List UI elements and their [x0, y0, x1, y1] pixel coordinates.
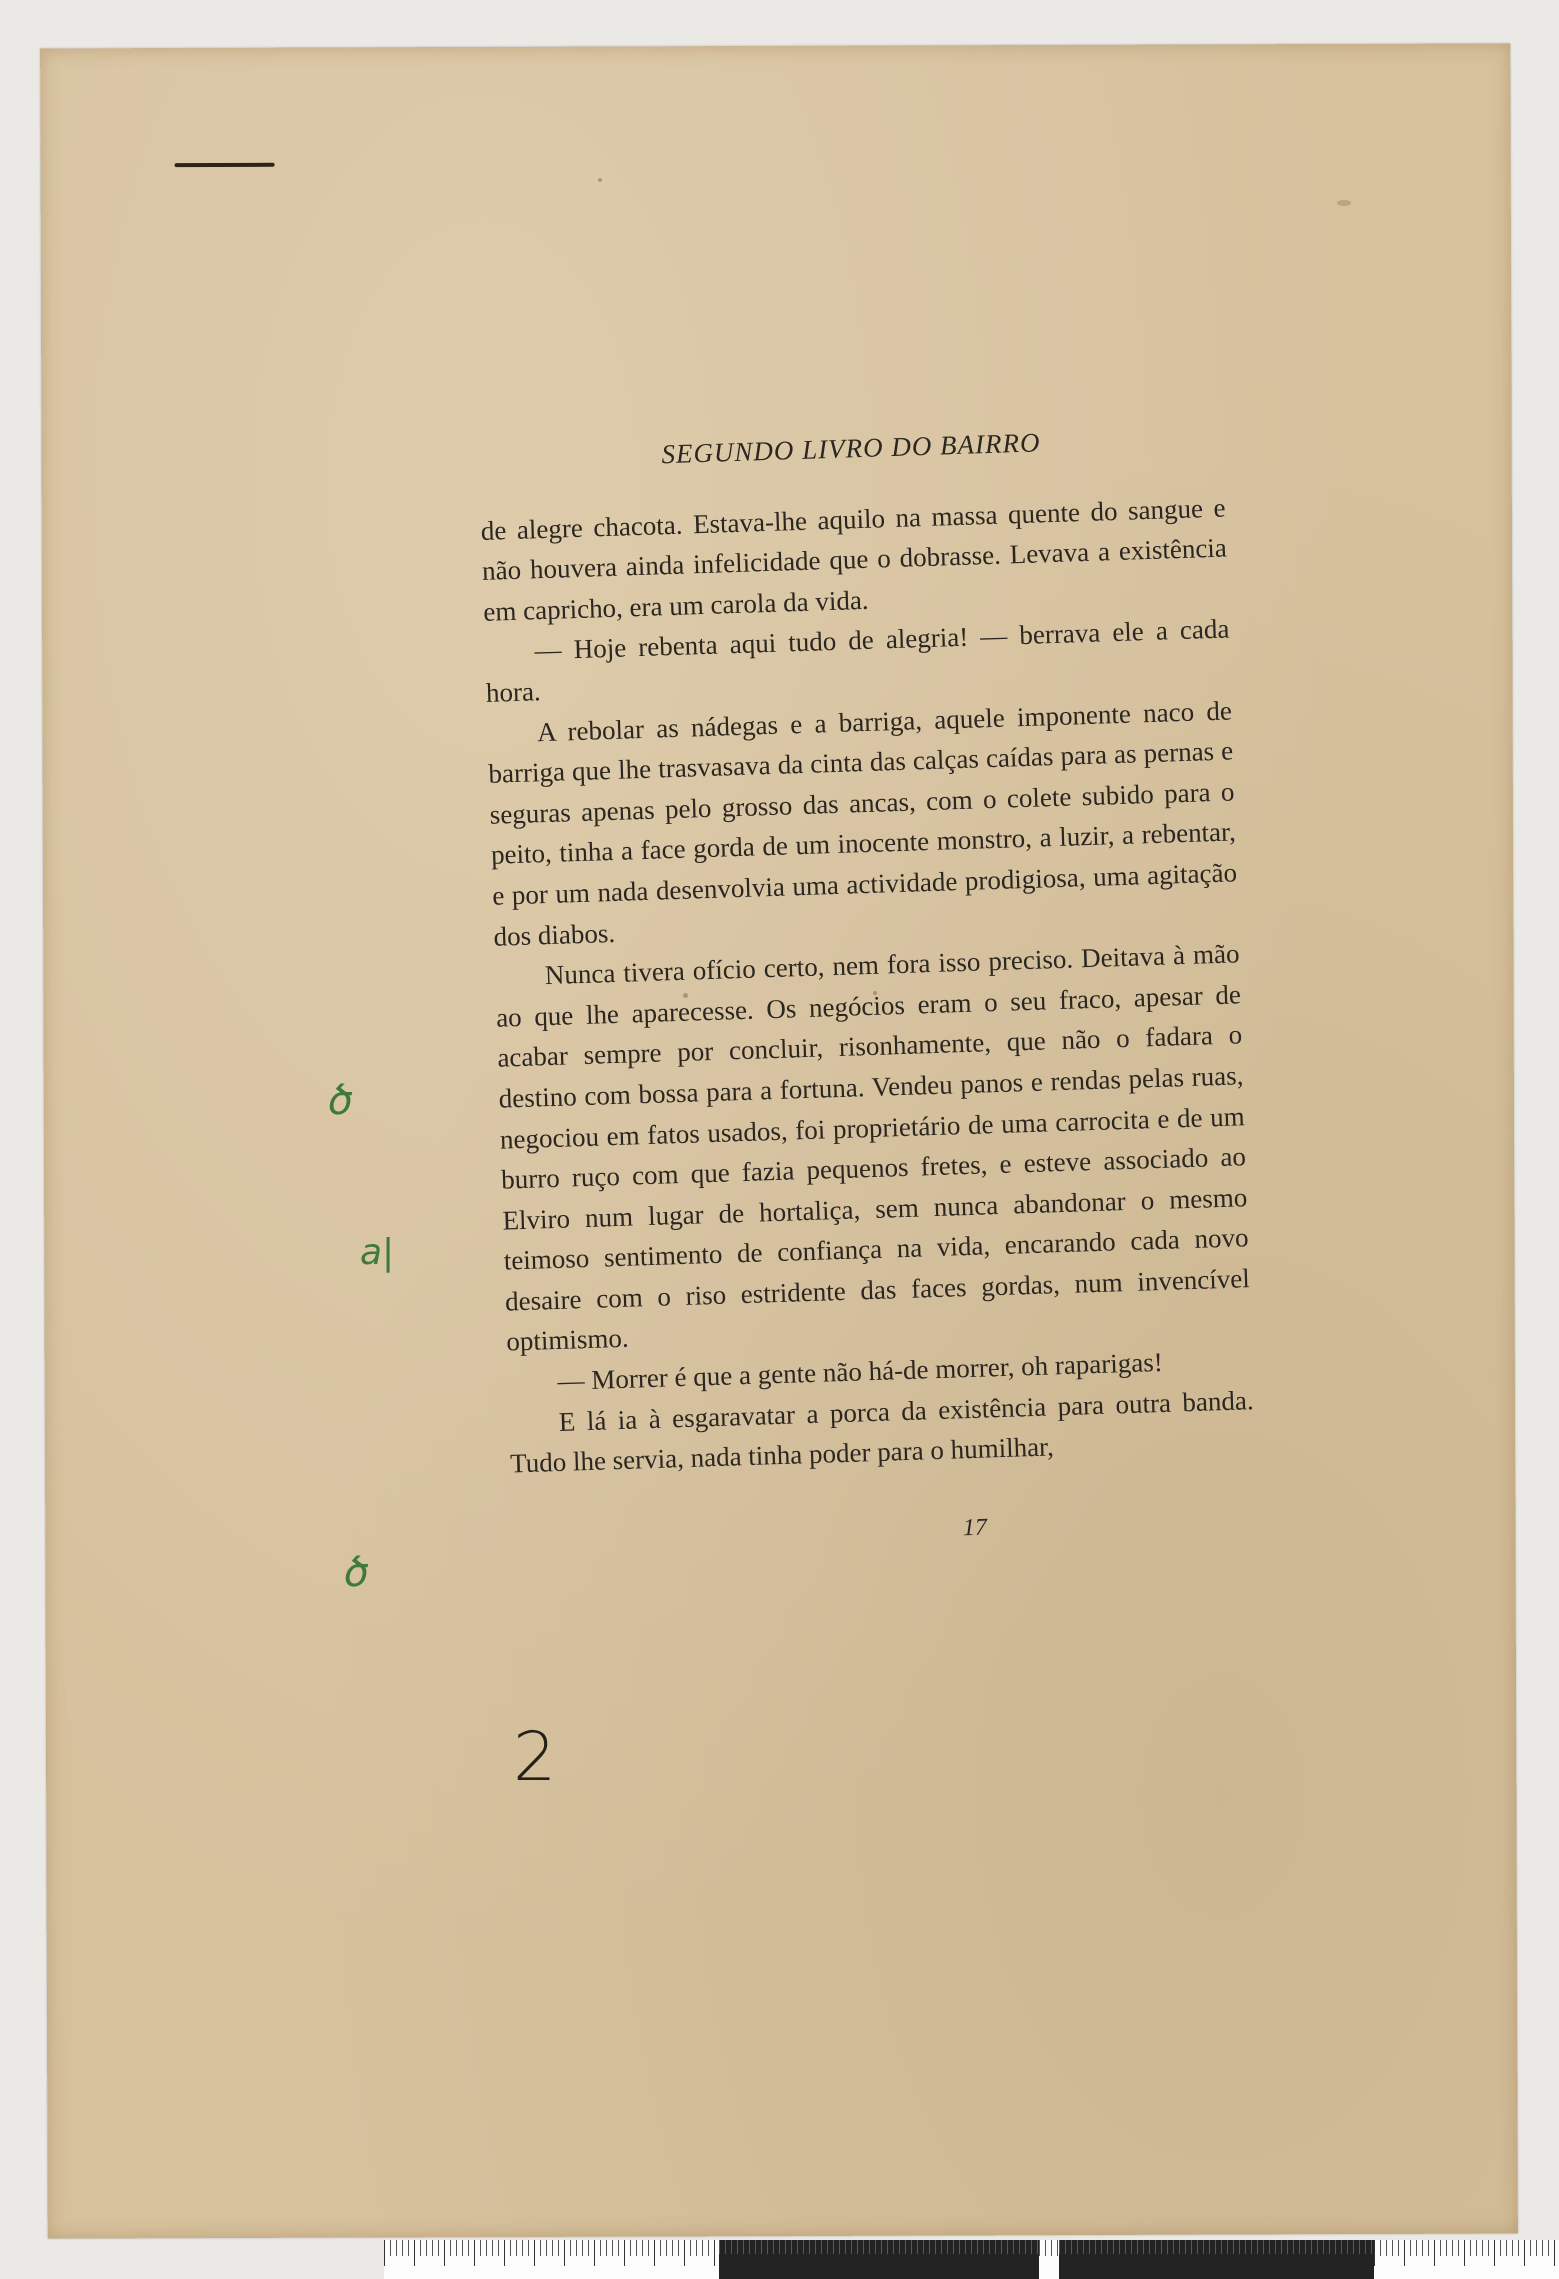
paragraph: — Morrer é que a gente não há-de morrer, oh raparigas!	[557, 1347, 1164, 1397]
paper-speck	[1337, 200, 1351, 206]
page-folio: 17	[962, 1514, 988, 1542]
margin-correction-mark: ծ	[344, 1550, 369, 1596]
ruler-white-segment	[1039, 2240, 1059, 2279]
paragraph: A rebolar as nádegas e a barriga, aquele imponente naco de barriga que lhe trasvasava da cinta das calças caídas para as pernas e seguras apenas pelo grosso das ancas, com o colete subido para o peito, tinha a face gorda de um inocente monstro, a luzir, a rebentar, e por um nada desenvolvia uma actividade prodigiosa, uma agitação dos diabos.	[488, 695, 1238, 952]
paper-speck	[598, 178, 602, 182]
paragraph: de alegre chacota. Estava-lhe aquilo na massa quente do sangue e não houvera ainda infelicidade que o dobrasse. Levava a existência em capricho, era um carola da vida.	[480, 492, 1228, 627]
margin-correction-mark: a|	[360, 1232, 395, 1273]
paragraph: — Hoje rebenta aqui tudo de alegria! — berrava ele a cada hora.	[485, 613, 1230, 708]
paragraph: Nunca tivera ofício certo, nem fora isso preciso. Deitava à mão ao que lhe aparecesse. Os negócios eram o seu fraco, apesar de acabar sempre por concluir, risonhamente, que não o fadara o destino com bossa para a fortuna. Vendeu panos e rendas pelas ruas, negociou em fatos usados, foi proprietário de uma carrocita e de um burro ruço com que fazia pequenos fretes, e esteve associado ao Elviro num lugar de hortaliça, sem nunca abandonar o mesmo teimoso sentimento de confiança na vida, encarando cada novo desaire com o riso estridente das faces gordas, num invencível optimismo.	[495, 938, 1251, 1358]
paragraph: E lá ia à esgaravatar a porca da existência para outra banda. Tudo lhe servia, nada tinha poder para o humilhar,	[509, 1384, 1255, 1479]
ruler-white-segment	[1374, 2240, 1559, 2279]
ruler-black-segment	[719, 2240, 1039, 2279]
ruler-black-segment	[1059, 2240, 1374, 2279]
corner-pen-mark	[175, 163, 275, 167]
running-head: SEGUNDO LIVRO DO BAIRRO	[660, 427, 1041, 470]
margin-correction-mark: ծ	[328, 1078, 353, 1124]
page-text-block	[478, 417, 1258, 1563]
handwritten-page-number: 2	[513, 1718, 557, 1797]
ruler-white-segment	[384, 2240, 719, 2279]
scale-ruler	[384, 2240, 1559, 2279]
